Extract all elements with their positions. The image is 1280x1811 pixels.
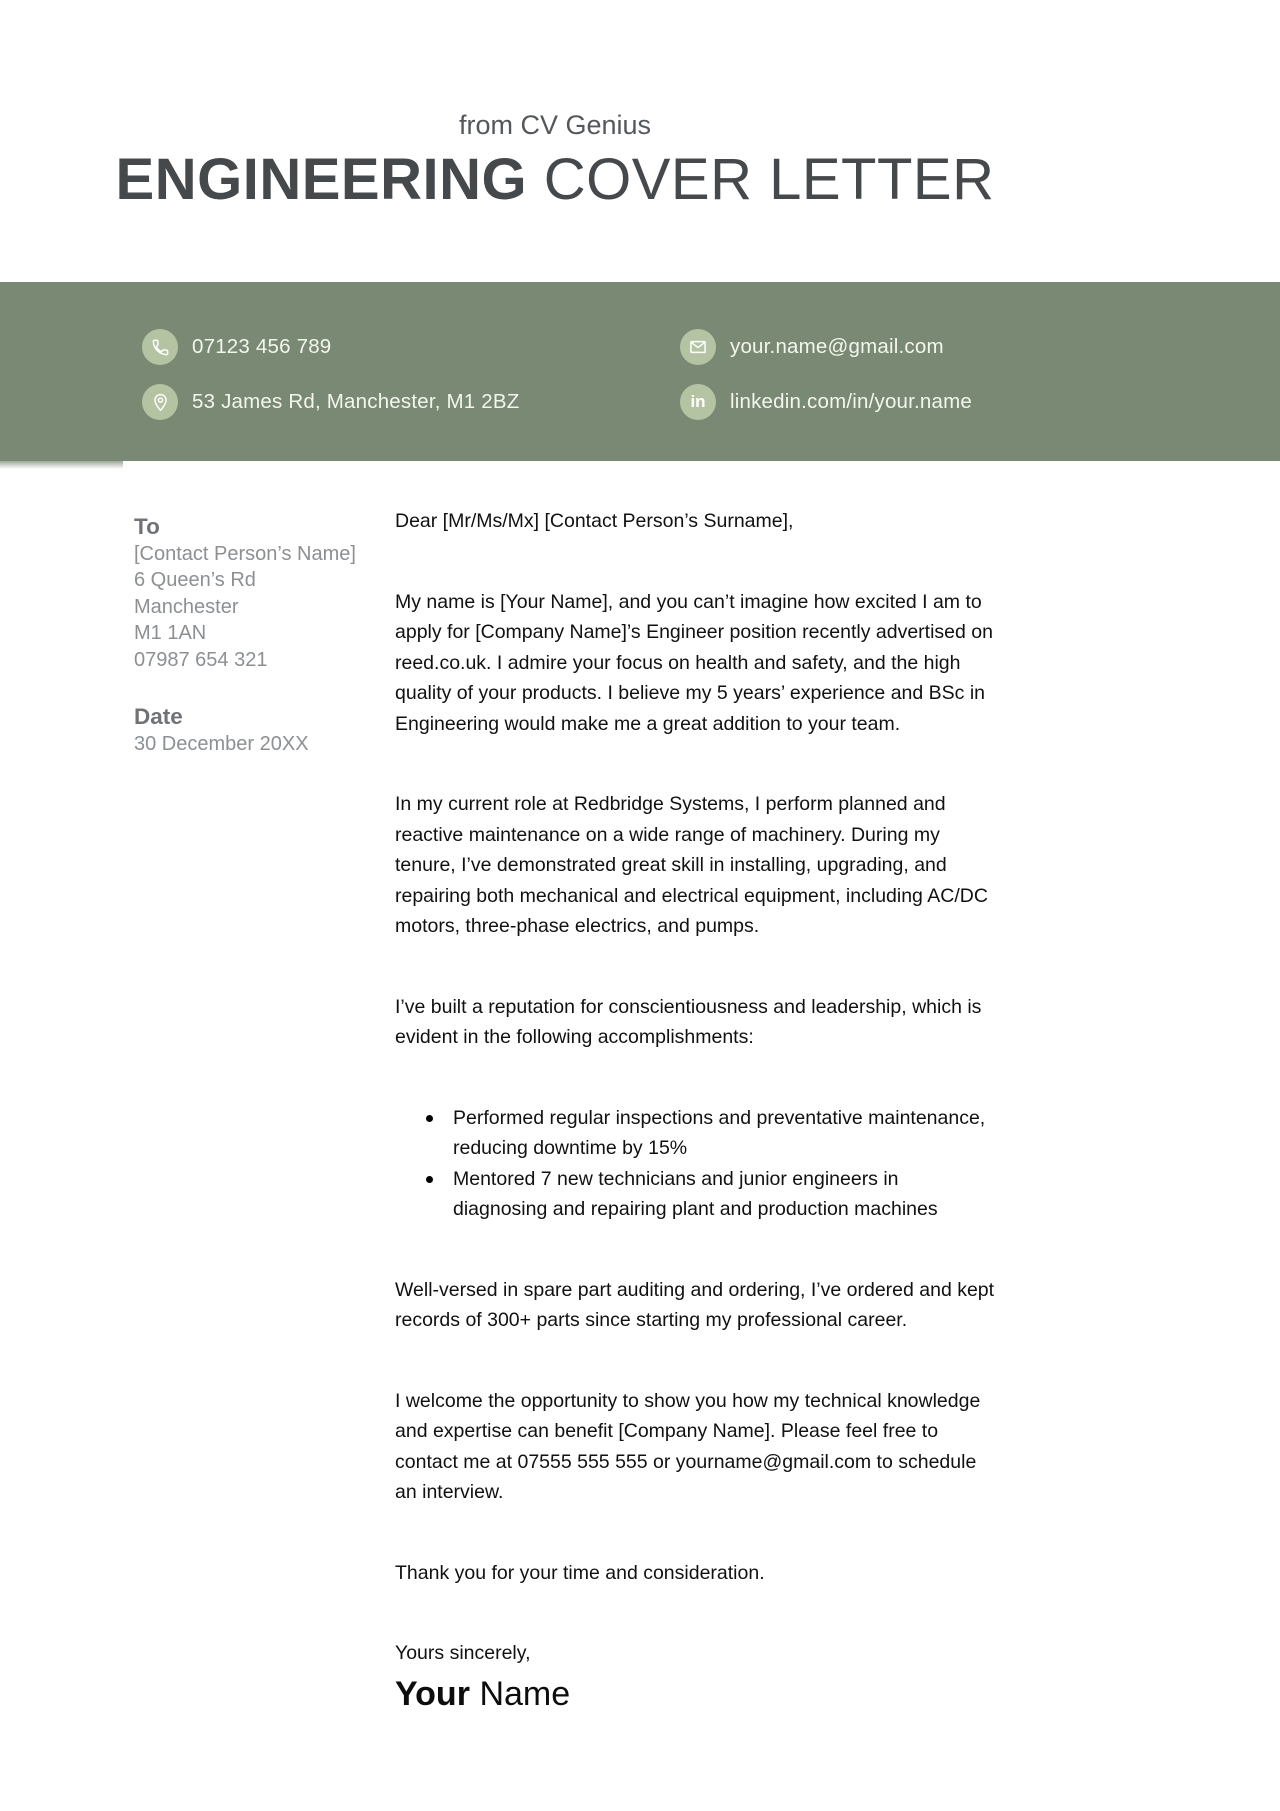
recipient-sidebar <box>134 513 374 758</box>
page-title <box>0 144 1110 216</box>
band-fold-shadow <box>0 461 123 469</box>
date-heading: Date <box>134 704 183 730</box>
letter-body <box>395 506 996 1715</box>
contact-item-phone <box>142 329 331 365</box>
paragraph-thanks: Thank you for your time and consideration. <box>395 1561 765 1584</box>
date-value: 30 December 20XX <box>134 733 309 756</box>
accomplishments-list <box>395 1103 996 1225</box>
paragraph-reputation: I’ve built a reputation for conscientiousness and leadership, which is evident in the following accomplishments: <box>395 995 982 1048</box>
paragraph-welcome: I welcome the opportunity to show you how my technical knowledge and expertise can benefit [Company Name]. Please feel free to contact me at 07555 555 555 or yourname@gmail.com to schedule an interview. <box>395 1389 981 1503</box>
title-light-part: COVER LETTER <box>527 147 995 212</box>
accomplishment-item: Performed regular inspections and preventative maintenance, reducing downtime by 15% <box>395 1103 996 1164</box>
signature-last-name: Name <box>479 1674 571 1713</box>
recipient-postcode-line: M1 1AN <box>134 622 207 645</box>
date-block <box>134 703 374 758</box>
contact-info-band <box>0 282 1280 461</box>
recipient-phone-line: 07987 654 321 <box>134 648 268 671</box>
signature <box>395 1673 996 1715</box>
contact-item-address <box>142 384 520 420</box>
contact-item-linkedin <box>680 384 972 420</box>
location-pin-icon <box>142 384 178 420</box>
title-bold-part: ENGINEERING <box>115 147 528 212</box>
paragraph-intro: My name is [Your Name], and you can’t imagine how excited I am to apply for [Company Name]’s Engineer position recently advertised on reed.co.uk. I admire your focus on health and safety, and the high quality of your products. I believe my 5 years’ experience and BSc in Engineering would make me a great addition to your team. <box>395 590 993 735</box>
accomplishment-item: Mentored 7 new technicians and junior engineers in diagnosing and repairing plant and production machines <box>395 1164 996 1225</box>
recipient-city-line: Manchester <box>134 595 239 618</box>
salutation: Dear [Mr/Ms/Mx] [Contact Person’s Surname], <box>395 510 794 532</box>
phone-number: 07123 456 789 <box>192 335 332 358</box>
paragraph-current-role: In my current role at Redbridge Systems, I perform planned and reactive maintenance on a wide range of machinery. During my tenure, I’ve demonstrated great skill in installing, upgrading, and repairing both mechanical and electrical equipment, including AC/DC motors, three-phase electrics, and pumps. <box>395 793 988 937</box>
recipient-street-line: 6 Queen’s Rd <box>134 569 256 592</box>
linkedin-icon <box>680 384 716 420</box>
signoff: Yours sincerely, <box>395 1642 531 1664</box>
email-address: your.name@gmail.com <box>730 335 944 358</box>
email-icon <box>680 329 716 365</box>
recipient-heading: To <box>134 514 160 539</box>
header-subtitle: from CV Genius <box>458 110 652 140</box>
document-header <box>0 108 1110 216</box>
street-address: 53 James Rd, Manchester, M1 2BZ <box>192 390 520 413</box>
recipient-name-line: [Contact Person’s Name] <box>134 543 356 565</box>
contact-item-email <box>680 329 944 365</box>
linkedin-url: linkedin.com/in/your.name <box>730 390 973 413</box>
linkedin-in-glyph: in <box>690 391 706 411</box>
paragraph-spare-parts: Well-versed in spare part auditing and ordering, I’ve ordered and kept records of 300+ parts since starting my professional career. <box>395 1278 995 1331</box>
phone-icon <box>142 329 178 365</box>
signature-first-name: Your <box>395 1674 470 1713</box>
